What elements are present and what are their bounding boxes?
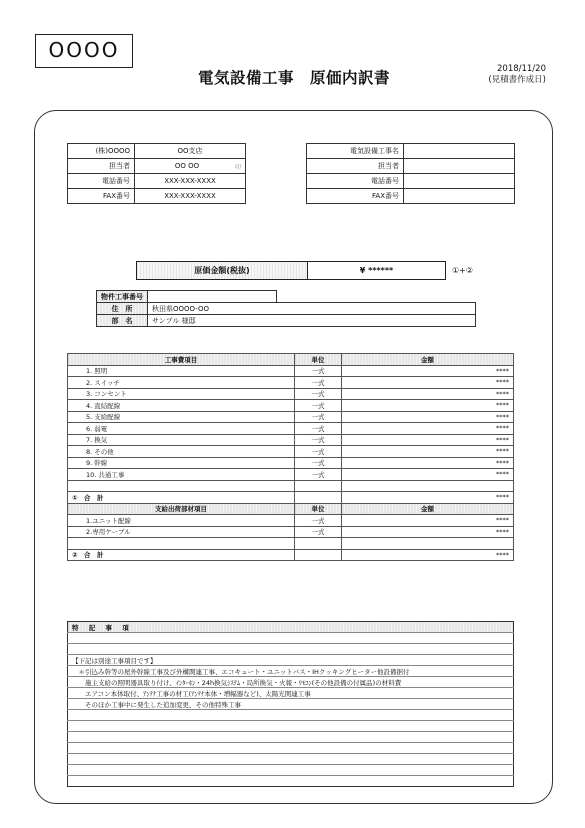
table-row	[68, 526, 514, 538]
remark-line	[68, 754, 514, 765]
contact-name: OO OO	[174, 161, 200, 170]
item-name: 2. スイッチ	[68, 377, 295, 389]
table-row	[68, 365, 514, 377]
table-row	[68, 423, 514, 435]
property-number-value	[148, 291, 277, 303]
item-amount: ****	[342, 400, 514, 412]
remarks-table	[67, 621, 514, 787]
remark-row	[68, 721, 514, 732]
item-unit: 一式	[295, 400, 342, 412]
item-amount: ****	[342, 423, 514, 435]
page-title: 電気設備工事 原価内訳書	[198, 69, 391, 87]
item-amount: ****	[342, 411, 514, 423]
item-name: 8. その他	[68, 446, 295, 458]
company-name: (株)OOOO	[68, 144, 135, 159]
remark-line	[68, 743, 514, 754]
remark-row	[68, 710, 514, 721]
company-info-table	[67, 143, 246, 204]
remark-row	[68, 776, 514, 787]
table-row	[68, 400, 514, 412]
item-amount: ****	[342, 388, 514, 400]
client-row-label: 電気設備工事名	[307, 144, 404, 159]
header-amount: 金額	[342, 354, 514, 366]
property-info-table	[96, 290, 476, 327]
blank-cell	[295, 538, 342, 550]
item-name: 7. 換気	[68, 434, 295, 446]
remark-row	[68, 765, 514, 776]
item-unit: 一式	[295, 434, 342, 446]
remark-line	[68, 644, 514, 655]
item-unit: 一式	[295, 457, 342, 469]
remark-line	[68, 721, 514, 732]
table-row	[68, 411, 514, 423]
remark-row	[68, 699, 514, 710]
remark-line	[68, 633, 514, 644]
item-unit: 一式	[295, 388, 342, 400]
table-row	[68, 434, 514, 446]
header-unit: 単位	[295, 503, 342, 515]
table-row	[68, 388, 514, 400]
blank-cell	[342, 480, 514, 492]
remark-line: エアコン本体取付、ｱﾝﾃﾅ工事の材工(ｱﾝﾃﾅ本体・増幅器など)、太陽光関連工事	[68, 688, 514, 699]
date-note: (見積書作成日)	[488, 75, 546, 85]
item-amount: ****	[342, 446, 514, 458]
client-row-value	[404, 174, 515, 189]
cost-value: ¥ ******	[308, 261, 446, 280]
blank-cell	[342, 538, 514, 550]
document-stamp: OOOO	[35, 34, 133, 68]
company-branch: OO支店	[135, 144, 246, 159]
remark-row	[68, 754, 514, 765]
remark-line: ＊引込み幹等の屋外幹線工事及び外構関連工事、エコキュート・ユニットバス・IHクッキングヒーター他設備据付	[68, 666, 514, 677]
address-label: 住 所	[97, 303, 148, 315]
item-name: 6. 弱電	[68, 423, 295, 435]
dept-label: 部 名	[97, 315, 148, 327]
table-row	[68, 515, 514, 527]
remark-line	[68, 710, 514, 721]
cost-note: ①+②	[452, 266, 474, 275]
client-row-label: 担当者	[307, 159, 404, 174]
item-amount: ****	[342, 515, 514, 527]
remark-row	[68, 688, 514, 699]
remark-row	[68, 633, 514, 644]
header-unit: 単位	[295, 354, 342, 366]
item-name: 2.専用ケーブル	[68, 526, 295, 538]
remark-line	[68, 765, 514, 776]
blank-cell	[295, 480, 342, 492]
cost-label: 原価金額(税抜)	[136, 261, 308, 280]
item-amount: ****	[342, 526, 514, 538]
client-info-table	[306, 143, 515, 204]
date: 2018/11/20	[497, 64, 546, 74]
header-item: 支給出荷部材項目	[68, 503, 295, 515]
item-amount: ****	[342, 377, 514, 389]
client-row-label: 電話番号	[307, 174, 404, 189]
item-name: 4. 直結配線	[68, 400, 295, 412]
remark-line: 【下記は別途工事項目です】	[68, 655, 514, 666]
client-row-value	[404, 144, 515, 159]
remark-line	[68, 732, 514, 743]
supply-total-label: ② 合 計	[68, 549, 295, 561]
item-name: 3. コンセント	[68, 388, 295, 400]
remark-row	[68, 732, 514, 743]
spacer	[277, 291, 476, 303]
work-items-table	[67, 353, 514, 561]
remark-line: 施主支給の照明器具取り付け、ｲﾝﾀｰﾎﾝ・24h換気ｼｽﾃﾑ・局所換気・火報・ﾘﾓｺﾝ(その他設備の付属品)の材料費	[68, 677, 514, 688]
blank-cell	[68, 538, 295, 550]
company-row-value: XXX-XXX-XXXX	[135, 174, 246, 189]
address-value: 秋田県OOOO-OO	[148, 303, 476, 315]
table-row	[68, 457, 514, 469]
company-row-label: 電話番号	[68, 174, 135, 189]
item-amount: ****	[342, 469, 514, 481]
client-row-value	[404, 189, 515, 204]
remark-row	[68, 743, 514, 754]
item-amount: ****	[342, 457, 514, 469]
work-total-amount: ****	[342, 492, 514, 504]
item-unit: 一式	[295, 526, 342, 538]
remark-row	[68, 666, 514, 677]
date-block	[472, 64, 546, 86]
item-name: 1. 照明	[68, 365, 295, 377]
supply-total-amount: ****	[342, 549, 514, 561]
item-unit: 一式	[295, 365, 342, 377]
remark-line: そのほか工事中に発生した追加変更、その他特殊工事	[68, 699, 514, 710]
remark-row	[68, 644, 514, 655]
cost-summary	[136, 261, 473, 280]
client-row-value	[404, 159, 515, 174]
remarks-header: 特 記 事 項	[68, 622, 514, 633]
table-row	[68, 377, 514, 389]
item-amount: ****	[342, 365, 514, 377]
header-amount: 金額	[342, 503, 514, 515]
remark-line	[68, 776, 514, 787]
work-total-label: ① 合 計	[68, 492, 295, 504]
item-name: 10. 共通工事	[68, 469, 295, 481]
blank-cell	[295, 492, 342, 504]
item-unit: 一式	[295, 515, 342, 527]
remark-row	[68, 677, 514, 688]
header-item: 工事費項目	[68, 354, 295, 366]
item-unit: 一式	[295, 411, 342, 423]
item-name: 9. 幹線	[68, 457, 295, 469]
item-name: 1.ユニット配線	[68, 515, 295, 527]
dept-value: サンプル 様邸	[148, 315, 476, 327]
blank-cell	[68, 480, 295, 492]
blank-cell	[295, 549, 342, 561]
company-row-label: 担当者	[68, 159, 135, 174]
item-amount: ****	[342, 434, 514, 446]
item-unit: 一式	[295, 446, 342, 458]
company-row-value	[135, 159, 246, 174]
client-row-label: FAX番号	[307, 189, 404, 204]
property-number-label: 物件工事番号	[97, 291, 148, 303]
item-unit: 一式	[295, 377, 342, 389]
item-unit: 一式	[295, 423, 342, 435]
remark-row	[68, 655, 514, 666]
company-row-value: XXX-XXX-XXXX	[135, 189, 246, 204]
seal-mark: 印	[234, 163, 241, 171]
company-row-label: FAX番号	[68, 189, 135, 204]
table-row	[68, 446, 514, 458]
item-name: 5. 支給配線	[68, 411, 295, 423]
item-unit: 一式	[295, 469, 342, 481]
table-row	[68, 469, 514, 481]
